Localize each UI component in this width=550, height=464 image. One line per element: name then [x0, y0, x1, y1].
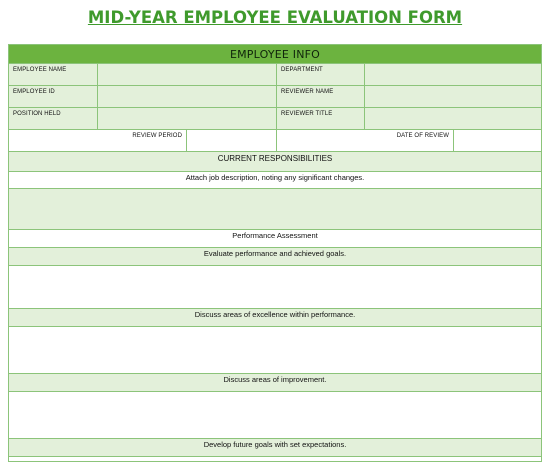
current-responsibilities-heading: CURRENT RESPONSIBILITIES	[217, 154, 333, 163]
department-label-cell	[277, 64, 365, 85]
future-goals-row	[8, 439, 542, 457]
review-period-row	[8, 130, 542, 152]
evaluate-text: Evaluate performance and achieved goals.	[203, 249, 347, 258]
current-responsibilities-header	[8, 152, 542, 172]
improvement-text: Discuss areas of improvement.	[223, 375, 327, 384]
position-held-field[interactable]	[98, 108, 277, 129]
performance-assessment-heading: Performance Assessment	[232, 231, 318, 240]
reviewer-title-label: REVIEWER TITLE	[281, 111, 333, 117]
employee-name-label: EMPLOYEE NAME	[13, 67, 67, 73]
department-field[interactable]	[365, 64, 541, 85]
excellence-text: Discuss areas of excellence within performance.	[194, 310, 356, 319]
future-goals-text: Develop future goals with set expectations.	[203, 440, 347, 449]
review-period-field[interactable]	[187, 130, 277, 151]
responsibilities-field[interactable]	[8, 189, 542, 230]
reviewer-name-field[interactable]	[365, 86, 541, 107]
review-period-label: REVIEW PERIOD	[132, 133, 182, 139]
employee-id-row	[8, 86, 542, 108]
performance-assessment-header	[8, 230, 542, 248]
excellence-field[interactable]	[8, 327, 542, 374]
reviewer-title-field[interactable]	[365, 108, 541, 129]
evaluation-form	[8, 44, 542, 462]
improvement-field[interactable]	[8, 392, 542, 439]
reviewer-name-label-cell	[277, 86, 365, 107]
form-title: MID-YEAR EMPLOYEE EVALUATION FORM	[87, 8, 463, 27]
employee-name-field[interactable]	[98, 64, 277, 85]
department-label: DEPARTMENT	[281, 67, 323, 73]
employee-id-label: EMPLOYEE ID	[13, 89, 55, 95]
position-held-label: POSITION HELD	[13, 111, 61, 117]
employee-id-label-cell	[9, 86, 98, 107]
attach-instructions-row	[8, 172, 542, 189]
employee-info-header: EMPLOYEE INFO	[8, 44, 542, 64]
review-period-label-cell	[9, 130, 187, 151]
position-held-row	[8, 108, 542, 130]
date-of-review-field[interactable]	[454, 130, 541, 151]
excellence-row	[8, 309, 542, 327]
position-held-label-cell	[9, 108, 98, 129]
future-goals-field[interactable]	[8, 457, 542, 462]
employee-name-label-cell	[9, 64, 98, 85]
reviewer-title-label-cell	[277, 108, 365, 129]
employee-name-row	[8, 64, 542, 86]
evaluate-row	[8, 248, 542, 266]
evaluate-field[interactable]	[8, 266, 542, 309]
improvement-row	[8, 374, 542, 392]
date-of-review-label-cell	[277, 130, 454, 151]
attach-instructions-text: Attach job description, noting any significant changes.	[185, 173, 365, 182]
reviewer-name-label: REVIEWER NAME	[281, 89, 334, 95]
date-of-review-label: DATE OF REVIEW	[396, 133, 449, 139]
employee-id-field[interactable]	[98, 86, 277, 107]
